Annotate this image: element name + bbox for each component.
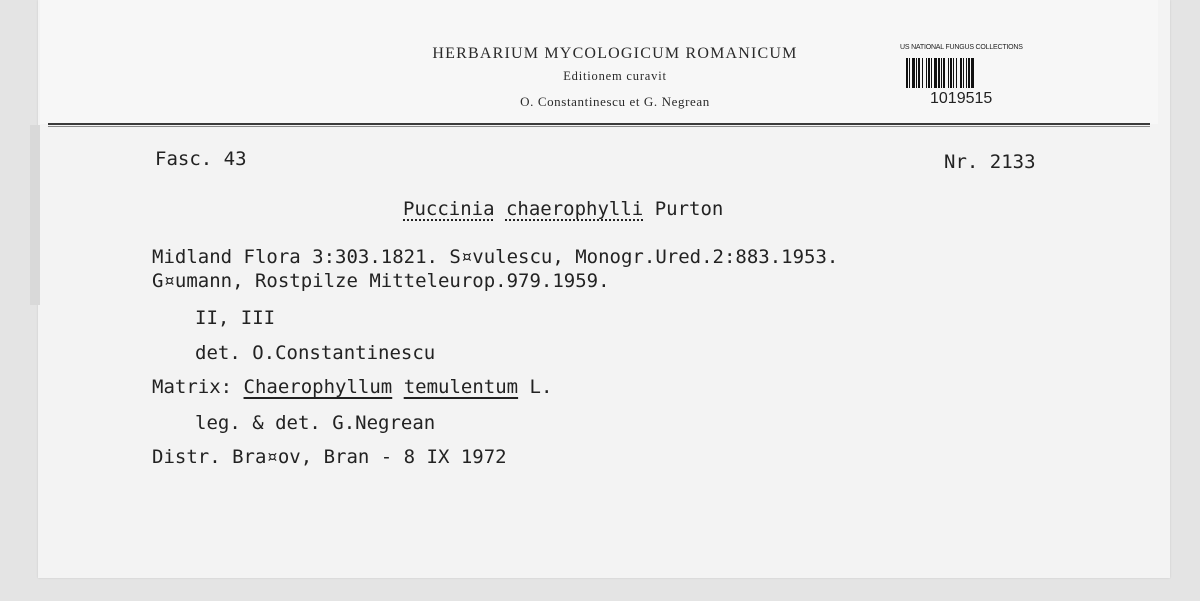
paper-edge-shadow bbox=[30, 125, 40, 305]
barcode-image bbox=[906, 58, 1038, 88]
reference-line-1: Midland Flora 3:303.1821. S¤vulescu, Monogr.Ured.2:883.1953. bbox=[152, 246, 839, 268]
taxon-species: chaerophylli bbox=[505, 198, 644, 220]
collector: leg. & det. G.Negrean bbox=[195, 412, 436, 434]
taxon-name bbox=[403, 198, 723, 220]
header-divider-secondary bbox=[48, 126, 1150, 127]
taxon-genus: Puccinia bbox=[403, 198, 495, 220]
barcode-collection-label: US NATIONAL FUNGUS COLLECTIONS bbox=[900, 44, 1023, 51]
barcode-block bbox=[900, 44, 1042, 110]
exsiccata-number: Nr. 2133 bbox=[944, 151, 1036, 173]
herbarium-subtitle: Editionem curavit bbox=[563, 69, 667, 83]
host-genus: Chaerophyllum bbox=[243, 376, 393, 398]
header-divider bbox=[48, 123, 1150, 125]
taxon-author: Purton bbox=[654, 198, 724, 220]
host-author: L. bbox=[529, 376, 553, 398]
spore-stages: II, III bbox=[195, 307, 276, 329]
barcode-number: 1019515 bbox=[930, 90, 993, 107]
distribution: Distr. Bra¤ov, Bran - 8 IX 1972 bbox=[152, 446, 507, 468]
determiner: det. O.Constantinescu bbox=[195, 342, 436, 364]
barcode-bar bbox=[974, 58, 975, 88]
reference-line-2: G¤umann, Rostpilze Mitteleurop.979.1959. bbox=[152, 270, 610, 292]
matrix-line bbox=[152, 376, 552, 398]
host-species: temulentum bbox=[403, 376, 519, 398]
herbarium-editors: O. Constantinescu et G. Negrean bbox=[520, 94, 710, 109]
fascicle-number: Fasc. 43 bbox=[155, 148, 247, 170]
matrix-prefix: Matrix: bbox=[152, 376, 233, 398]
herbarium-title: HERBARIUM MYCOLOGICUM ROMANICUM bbox=[432, 45, 798, 62]
